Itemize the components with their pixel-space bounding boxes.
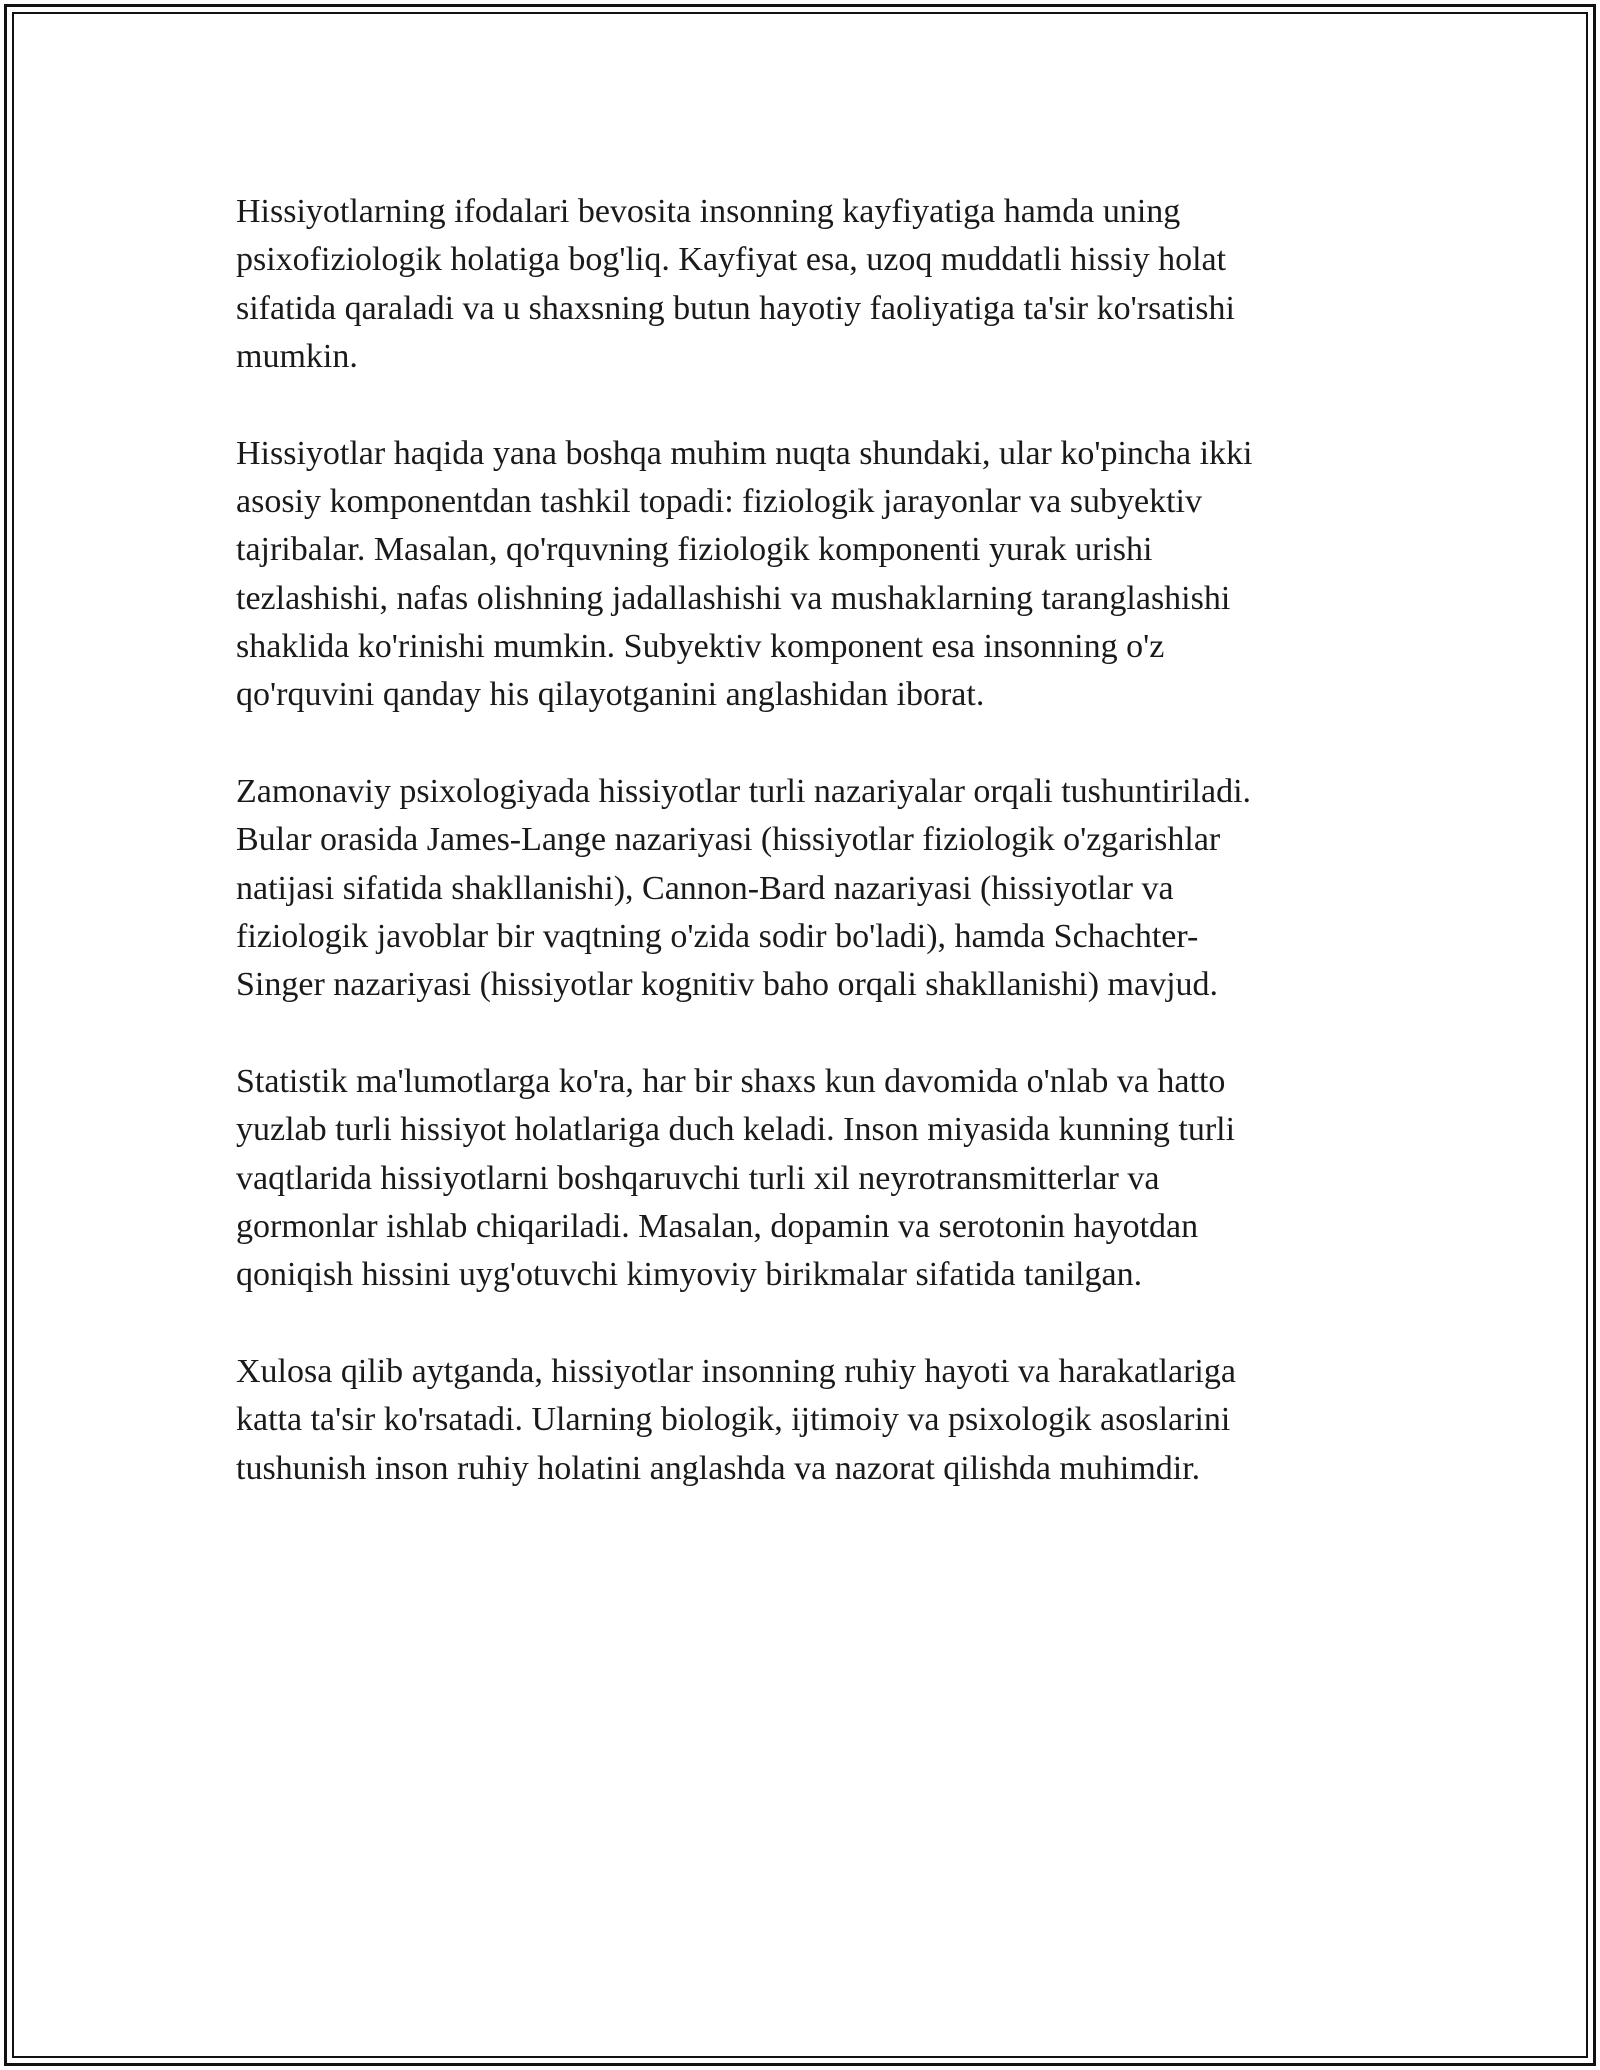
paragraph-statistics <box>236 1058 1376 1299</box>
text-line: psixofiziologik holatiga bog'liq. Kayfiyat esa, uzoq muddatli hissiy holat <box>236 241 1227 279</box>
text-line: Statistik ma'lumotlarga ko'ra, har bir shaxs kun davomida o'nlab va hatto <box>236 1062 1226 1100</box>
text-line: shaklida ko'rinishi mumkin. Subyektiv komponent esa insonning o'z <box>236 627 1165 665</box>
text-line: Bular orasida James-Lange nazariyasi (hissiyotlar fiziologik o'zgarishlar <box>236 821 1221 859</box>
text-line: Zamonaviy psixologiyada hissiyotlar turli nazariyalar orqali tushuntiriladi. <box>236 772 1252 810</box>
text-line: natijasi sifatida shakllanishi), Cannon-Bard nazariyasi (hissiyotlar va <box>236 869 1174 907</box>
text-line: Xulosa qilib aytganda, hissiyotlar insonning ruhiy hayoti va harakatlariga <box>236 1352 1236 1390</box>
text-line: fiziologik javoblar bir vaqtning o'zida sodir bo'ladi), hamda Schachter- <box>236 917 1199 955</box>
text-line: sifatida qaraladi va u shaxsning butun hayotiy faoliyatiga ta'sir ko'rsatishi <box>236 289 1235 327</box>
text-line: tajribalar. Masalan, qo'rquvning fiziologik komponenti yurak urishi <box>236 531 1153 569</box>
document-body <box>236 188 1376 1541</box>
text-line: qoniqish hissini uyg'otuvchi kimyoviy birikmalar sifatida tanilgan. <box>236 1256 1143 1294</box>
text-line: Hissiyotlarning ifodalari bevosita insonning kayfiyatiga hamda uning <box>236 193 1181 230</box>
text-line: Hissiyotlar haqida yana boshqa muhim nuqta shundaki, ular ko'pincha ikki <box>236 434 1253 472</box>
text-line: tushunish inson ruhiy holatini anglashda va nazorat qilishda muhimdir. <box>236 1449 1201 1487</box>
paragraph-mood <box>236 188 1376 381</box>
text-line: asosiy komponentdan tashkil topadi: fiziologik jarayonlar va subyektiv <box>236 482 1202 520</box>
paragraph-theories <box>236 768 1376 1009</box>
text-line: qo'rquvini qanday his qilayotganini anglashidan iborat. <box>236 676 985 714</box>
text-line: gormonlar ishlab chiqariladi. Masalan, dopamin va serotonin hayotdan <box>236 1207 1199 1245</box>
text-line: katta ta'sir ko'rsatadi. Ularning biologik, ijtimoiy va psixologik asoslarini <box>236 1401 1231 1439</box>
paragraph-conclusion <box>236 1348 1376 1493</box>
text-line: Singer nazariyasi (hissiyotlar kognitiv baho orqali shakllanishi) mavjud. <box>236 966 1219 1004</box>
text-line: vaqtlarida hissiyotlarni boshqaruvchi turli xil neyrotransmitterlar va <box>236 1159 1160 1197</box>
paragraph-components <box>236 430 1376 720</box>
text-line: mumkin. <box>236 337 358 375</box>
text-line: yuzlab turli hissiyot holatlariga duch keladi. Inson miyasida kunning turli <box>236 1111 1236 1149</box>
text-line: tezlashishi, nafas olishning jadallashishi va mushaklarning taranglashishi <box>236 579 1231 617</box>
